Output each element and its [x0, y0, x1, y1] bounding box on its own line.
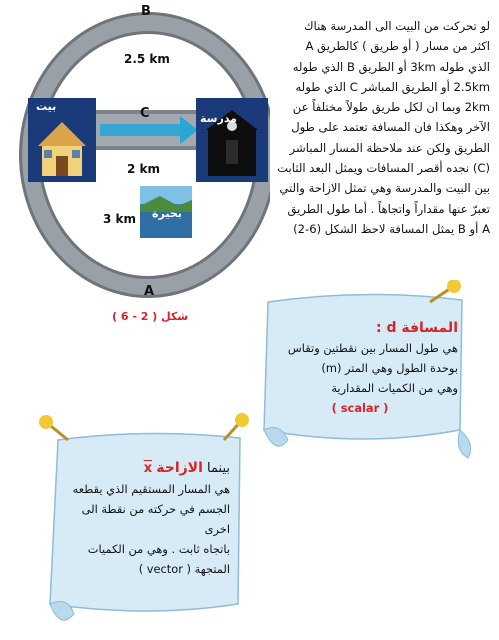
route-c-label: C	[140, 106, 150, 121]
route-diagram	[0, 0, 270, 330]
route-a-distance: 3 km	[103, 212, 137, 226]
distance-line: بوحدة الطول وهي المتر (m)	[321, 361, 458, 375]
displacement-symbol: x	[143, 461, 153, 476]
paragraph-line: بين البيت والمدرسة وهي تمثل الازاحة والتي	[279, 181, 490, 196]
paragraph-line: 2km وبما ان لكل طريق طولاً مختلفاً عن	[292, 100, 490, 115]
displacement-title: الازاحة	[156, 460, 203, 476]
pin-icon	[39, 415, 68, 440]
paragraph-line: الذي طوله 3km أو الطريق B الذي طوله	[292, 59, 490, 74]
route-c-distance: 2 km	[127, 162, 161, 176]
paragraph-line: (C) نجده أقصر المسافات ويمثل البعد الثابت	[277, 161, 490, 176]
route-a-label: A	[144, 284, 155, 299]
school-label: مدرسة	[200, 112, 237, 125]
house-label: بيت	[36, 100, 57, 113]
displacement-line: باتجاه ثابت . وهي من الكميات	[87, 542, 230, 556]
displacement-title-row	[58, 458, 230, 479]
displacement-line: الجسم في حركته من نقطة الى اخرى	[81, 502, 230, 536]
distance-definition	[262, 318, 458, 418]
displacement-line: المتجهة ( vector )	[138, 562, 230, 576]
distance-line: ( scalar )	[331, 401, 389, 415]
pin-icon	[224, 413, 249, 440]
paragraph-line: لو تحركت من البيت الى المدرسة هناك	[303, 19, 490, 33]
lake-label: بحيرة	[152, 207, 182, 220]
paragraph-line: تعبرّ عنها مقداراً واتجاهاً . أما طول الطريق	[287, 201, 490, 216]
distance-line: وهي من الكميات المقدارية	[331, 381, 458, 395]
paragraph-line: الطريق ولكن عند ملاحظة المسار المباشر	[289, 140, 490, 155]
paragraph-line: اكثر من مسار ( أو طريق ) كالطريق A	[305, 39, 490, 54]
displacement-line: هي المسار المستقيم الذي يقطعه	[72, 482, 230, 496]
paragraph-line: 2.5km أو الطريق المباشر C الذي طوله	[295, 79, 490, 94]
displacement-prefix: بينما	[207, 461, 230, 476]
displacement-definition	[58, 458, 230, 579]
paragraph-line: A أو B يمثل المسافة لاحظ الشكل (6-2)	[293, 221, 490, 236]
intro-paragraph	[272, 16, 490, 239]
figure-caption: شكل ( 2 - 6 )	[112, 310, 189, 323]
distance-title: المسافة d :	[376, 320, 458, 336]
route-b-label: B	[141, 4, 151, 19]
school-illustration	[196, 98, 268, 182]
route-b-distance: 2.5 km	[124, 52, 170, 66]
paragraph-line: الآخر وهكذا فان المسافة تعتمد على طول	[291, 120, 490, 135]
distance-line: هي طول المسار بين نقطتين وتقاس	[287, 341, 458, 355]
